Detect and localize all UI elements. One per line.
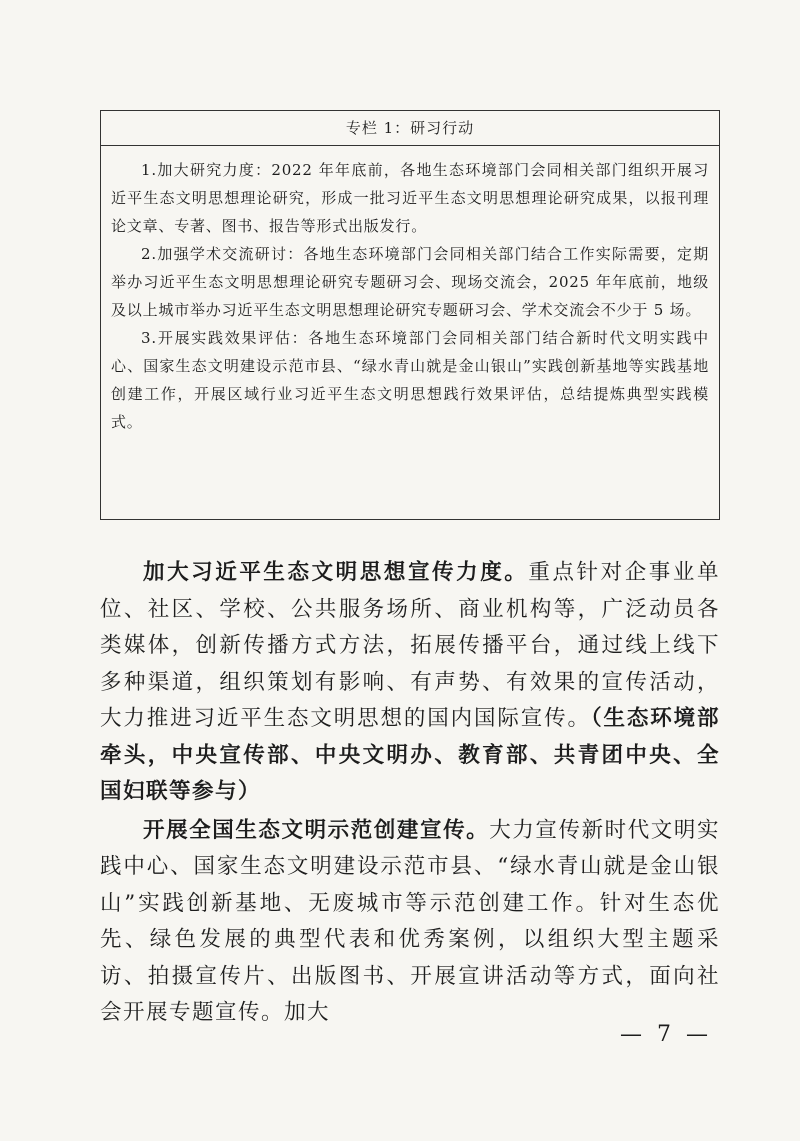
paragraph-lead: 开展全国生态文明示范创建宣传。 [143, 817, 490, 843]
sidebar-item: 1.加大研究力度：2022 年年底前，各地生态环境部门会同相关部门组织开展习近平生态文明思想理论研究，形成一批习近平生态文明思想理论研究成果，以报刊理论文章、专著、图书、报告等形式出版发行。 [111, 161, 709, 235]
paragraph-body: 大力宣传新时代文明实践中心、国家生态文明建设示范市县、“绿水青山就是金山银山”实践创新基地、无废城市等示范创建工作。针对生态优先、绿色发展的典型代表和优秀案例，以组织大型主题采访、拍摄宣传片、出版图书、开展宣讲活动等方式，面向社会开展专题宣传。加大 [100, 817, 720, 1025]
sidebar-item: 2.加强学术交流研讨：各地生态环境部门会同相关部门结合工作实际需要，定期举办习近平生态文明思想理论研究专题研习会、现场交流会，2025 年年底前，地级及以上城市举办习近平生态文明思想理论研究专题研习会、学术交流会不少于 5 场。 [111, 245, 709, 319]
paragraph-body: 重点针对企事业单位、社区、学校、公共服务场所、商业机构等，广泛动员各类媒体，创新传播方式方法，拓展传播平台，通过线上线下多种渠道，组织策划有影响、有声势、有效果的宣传活动，大力推进习近平生态文明思想的国内国际宣传。 [100, 560, 720, 731]
sidebar-box [100, 110, 720, 520]
sidebar-box-title: 专栏 1：研习行动 [101, 111, 719, 146]
page-number: — 7 — [620, 1022, 712, 1047]
paragraph [100, 555, 720, 811]
sidebar-box-body [101, 146, 719, 436]
paragraph-parenthetical: （生态环境部牵头，中央宣传部、中央文明办、教育部、共青团中央、全国妇联等参与） [100, 706, 720, 804]
paragraph [100, 813, 720, 1032]
paragraph-lead: 加大习近平生态文明思想宣传力度。 [143, 560, 529, 585]
sidebar-item: 3.开展实践效果评估：各地生态环境部门会同相关部门结合新时代文明实践中心、国家生态文明建设示范市县、“绿水青山就是金山银山”实践创新基地等实践基地创建工作，开展区域行业习近平生态文明思想践行效果评估，总结提炼典型实践模式。 [111, 329, 709, 431]
main-text [100, 555, 720, 1034]
